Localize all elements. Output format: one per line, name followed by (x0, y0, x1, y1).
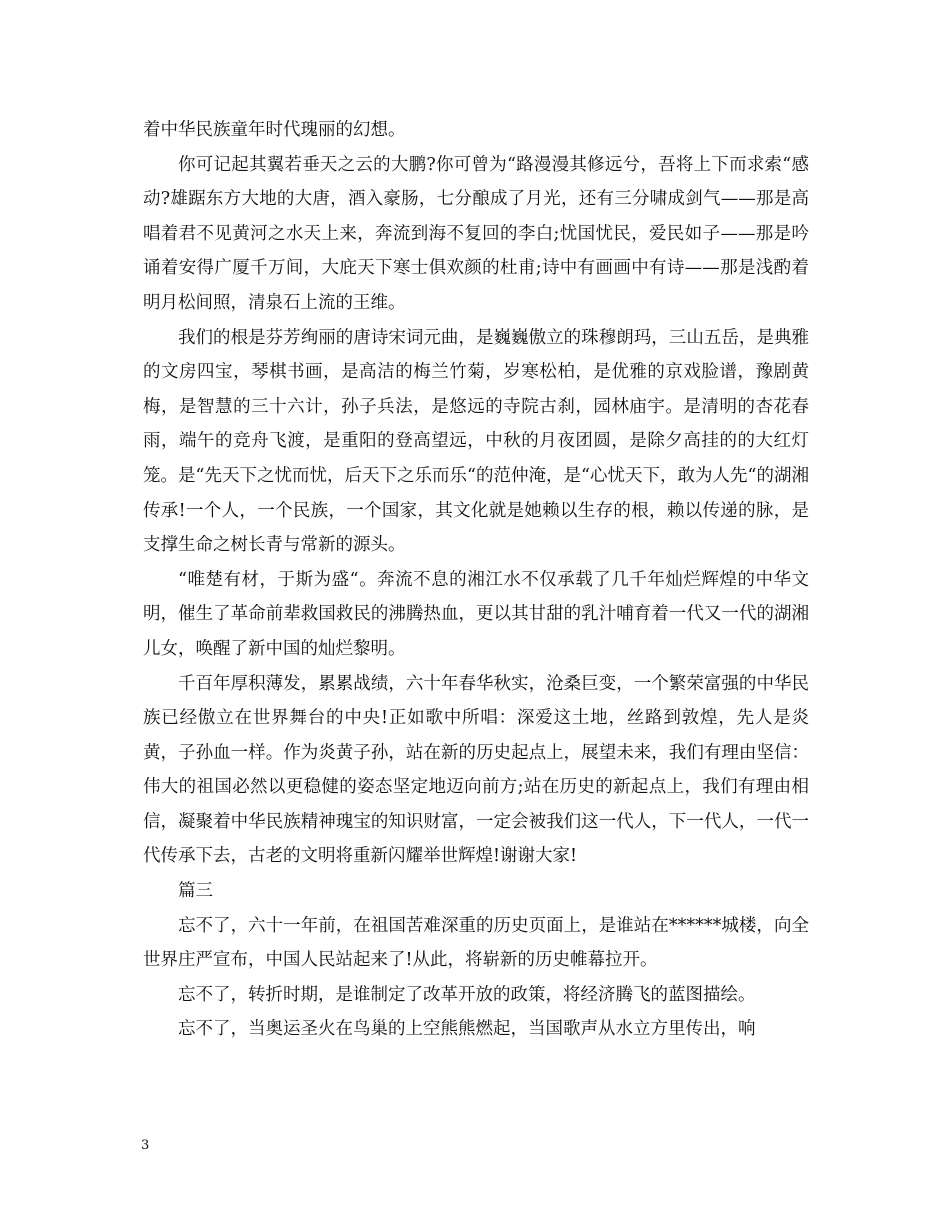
body-text (143, 113, 809, 1047)
paragraph-chu: “唯楚有材，于斯为盛“。奔流不息的湘江水不仅承载了几千年灿烂辉煌的中华文明，催生了革命前辈救国救民的沸腾热血，更以其甘甜的乳汁哺育着一代又一代的湖湘儿女，唤醒了新中国的灿烂黎明。 (143, 569, 809, 659)
paragraph-reform: 忘不了，转折时期，是谁制定了改革开放的政策，将经济腾飞的蓝图描绘。 (178, 984, 756, 1005)
paragraph-sixty-years: 千百年厚积薄发，累累战绩，六十年春华秋实，沧桑巨变，一个繁荣富强的中华民族已经傲立在世界舞台的中央!正如歌中所唱：深爱这土地，丝路到敦煌，先人是炎黄，子孙血一样。作为炎黄子孙，站在新的历史起点上，展望未来，我们有理由坚信：伟大的祖国必然以更稳健的姿态坚定地迈向前方;站在历史的新起点上，我们有理由相信，凝聚着中华民族精神瑰宝的知识财富，一定会被我们这一代人，下一代人，一代一代传承下去，古老的文明将重新闪耀举世辉煌!谢谢大家! (143, 673, 809, 867)
paragraph-roots: 我们的根是芬芳绚丽的唐诗宋词元曲，是巍巍傲立的珠穆朗玛，三山五岳，是典雅的文房四宝，琴棋书画，是高洁的梅兰竹菊，岁寒松柏，是优雅的京戏脸谱，豫剧黄梅，是智慧的三十六计，孙子兵法，是悠远的寺院古刹，园林庙宇。是清明的杏花春雨，端午的竞舟飞渡，是重阳的登高望远，中秋的月夜团圆，是除夕高挂的的大红灯笼。是“先天下之忧而忧，后天下之乐而乐“的范仲淹，是“心忧天下，敢为人先“的湖湘传承!一个人，一个民族，一个国家，其文化就是她赖以生存的根，赖以传递的脉，是支撑生命之树长青与常新的源头。 (143, 327, 809, 556)
paragraph-olympics: 忘不了，当奥运圣火在鸟巢的上空熊熊燃起，当国歌声从水立方里传出，响 (178, 1019, 756, 1040)
paragraph-dapeng: 你可记起其翼若垂天之云的大鹏?你可曾为“路漫漫其修远兮，吾将上下而求索“感动?雄踞东方大地的大唐，酒入豪肠，七分酿成了月光，还有三分啸成剑气——那是高唱着君不见黄河之水天上来，奔流到海不复回的李白;忧国忧民，爱民如子——那是吟诵着安得广厦千万间，大庇天下寒士俱欢颜的杜甫;诗中有画画中有诗——那是浅酌着明月松间照，清泉石上流的王维。 (143, 154, 809, 313)
paragraph-founding: 忘不了，六十一年前，在祖国苦难深重的历史页面上，是谁站在******城楼，向全世界庄严宣布，中国人民站起来了!从此，将崭新的历史帷幕拉开。 (143, 915, 809, 971)
paragraph-continuation: 着中华民族童年时代瑰丽的幻想。 (143, 120, 406, 140)
section-heading: 篇三 (178, 881, 213, 902)
page-number: 3 (141, 1138, 150, 1153)
